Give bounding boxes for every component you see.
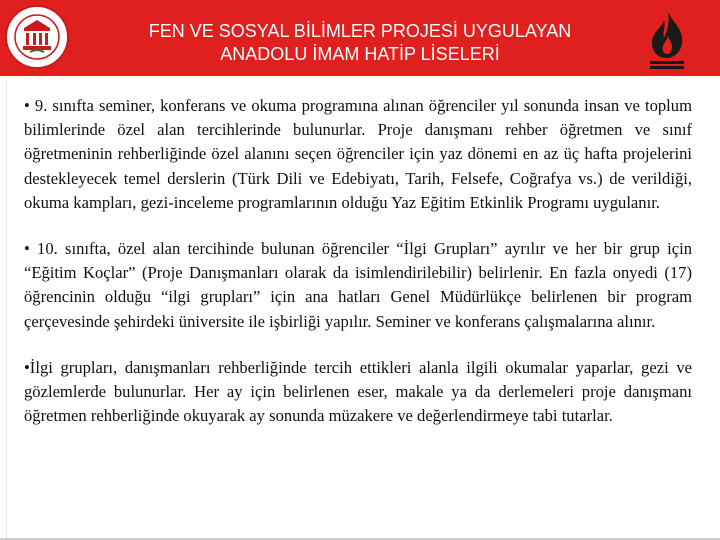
paragraph-interest-groups: •İlgi grupları, danışmanları rehberliğinde tercih ettikleri alanla ilgili okumalar yaparlar, gezi ve gözlemlerde bulunurlar. Her ay için belirlenen eser, makale ya da derlemeleri proje danışmanı öğretmen rehberliğinde okuyarak ay sonunda müzakere ve değerlendirmeye tabi tutarlar.: [24, 357, 692, 426]
left-border-line: [6, 80, 7, 540]
slide-body: [24, 94, 692, 450]
title-line-2: ANADOLU İMAM HATİP LİSELERİ: [220, 44, 500, 64]
paragraph-grade-9: • 9. sınıfta seminer, konferans ve okuma programına alınan öğrenciler yıl sonunda insan ve toplum bilimlerinde özel alan tercihlerinde bulunurlar. Proje danışmanı rehber öğretmen ve sınıf öğretmeninin rehberliğinde özel alanını seçen öğrenciler için yaz dönemi en az üç hafta projelerini destekleyecek temel derslerin (Türk Dili ve Edebiyatı, Tarih, Felsefe, Coğrafya vs.) de verildiği, okuma kampları, gezi-inceleme programlarının olduğu Yaz Eğitim Etkinlik Programı uygulanır.: [24, 96, 692, 212]
flame-logo: [644, 10, 690, 72]
paragraph-grade-10: • 10. sınıfta, özel alan tercihinde bulunan öğrenciler “İlgi Grupları” ayrılır ve her bir grup için “Eğitim Koçlar” (Proje Danışmanları olarak da isimlendirilebilir) belirlenir. En fazla onyedi (17) öğrencinin olduğu “ilgi grupları” için ana hatları Genel Müdürlükçe belirlenen bir program çerçevesinde şehirdeki üniversite ile işbirliği yapılır. Seminer ve konferans çalışmalarına alınır.: [24, 239, 692, 331]
title-line-1: FEN VE SOSYAL BİLİMLER PROJESİ UYGULAYAN: [148, 21, 572, 41]
ministry-seal-logo: [4, 4, 70, 70]
slide-header: [0, 0, 720, 76]
slide-title: [110, 20, 610, 66]
